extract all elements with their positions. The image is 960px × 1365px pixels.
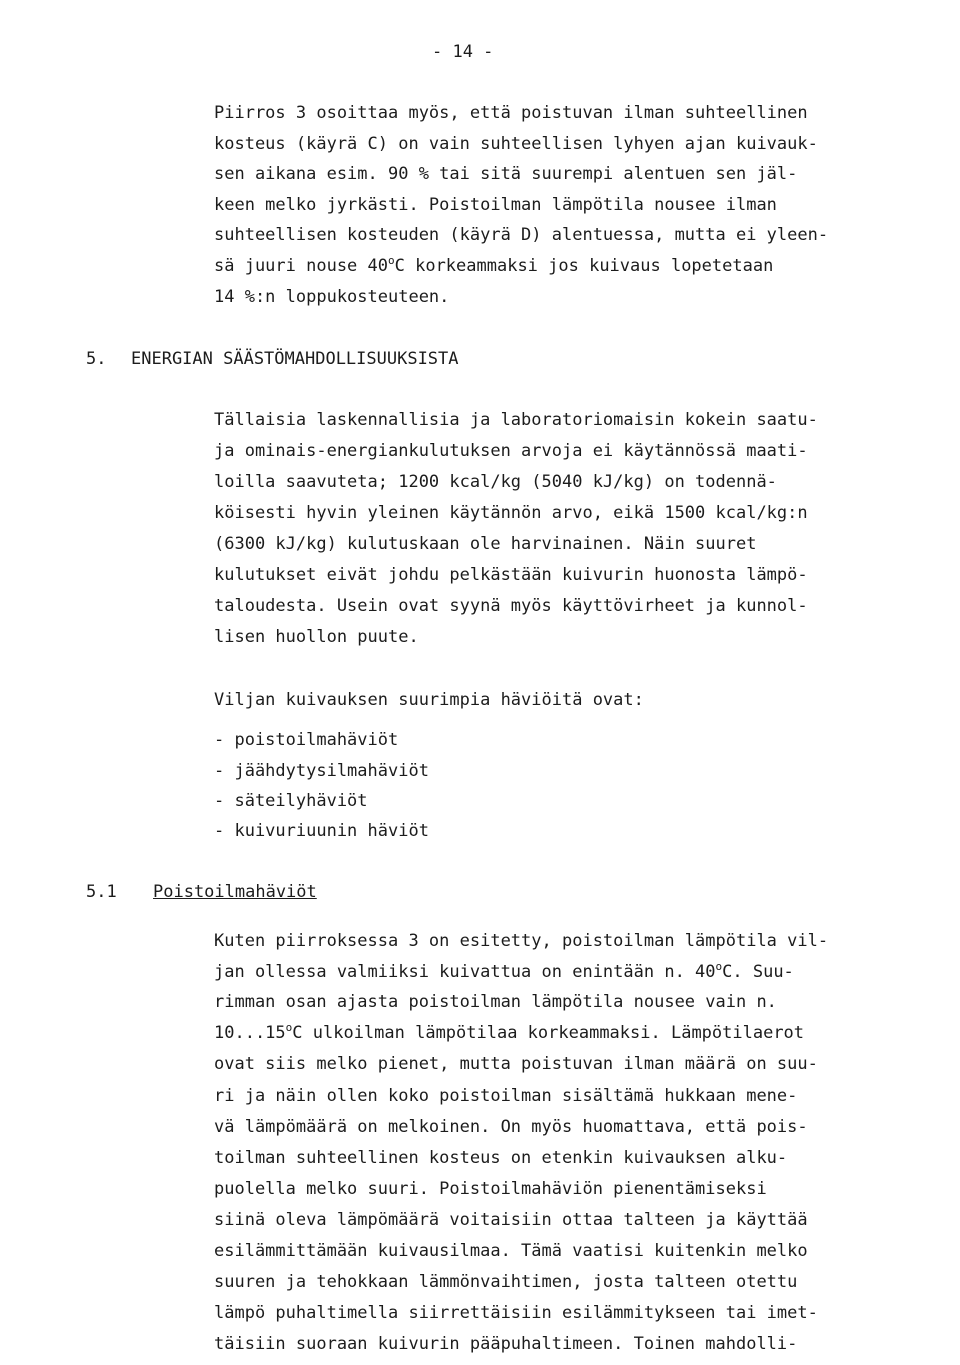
section-number: 5. [86,349,107,369]
section-heading: ENERGIAN SÄÄSTÖMAHDOLLISUUKSISTA [131,349,459,369]
text-line: suuren ja tehokkaan lämmönvaihtimen, josta talteen otettu [214,1272,798,1292]
text-line: Tällaisia laskennallisia ja laboratoriomaisin kokein saatu- [214,410,818,430]
text-line: rimman osan ajasta poistoilman lämpötila nousee vain n. [214,992,777,1012]
text-line: siinä oleva lämpömäärä voitaisiin ottaa talteen ja käyttää [214,1210,808,1230]
text-line: 10...15$^o$C ulkoilman lämpötilaa korkeammaksi. Lämpötilaerot [214,1021,805,1043]
list-item: - säteilyhäviöt [214,791,368,811]
text-line: keen melko jyrkästi. Poistoilman lämpötila nousee ilman [214,195,777,215]
list-item: - poistoilmahäviöt [214,730,399,750]
text-line: suhteellisen kosteuden (käyrä D) alentuessa, mutta ei yleen- [214,225,829,245]
list-intro: Viljan kuivauksen suurimpia häviöitä ovat: [214,690,644,710]
text-line: 14 %:n loppukosteuteen. [214,287,450,307]
text-line: esilämmittämään kuivausilmaa. Tämä vaatisi kuitenkin melko [214,1241,808,1261]
list-item: - kuivuriuunin häviöt [214,821,429,841]
text-line: loilla saavuteta; 1200 kcal/kg (5040 kJ/kg) on todennä- [214,472,777,492]
text-line: ja ominais-energiankulutuksen arvoja ei käytännössä maati- [214,441,808,461]
page-number: - 14 - [432,42,494,62]
text-line: jan ollessa valmiiksi kuivattua on enintään n. 40$^o$C. Suu- [214,960,794,982]
text-line: toilman suhteellinen kosteus on etenkin kuivauksen alku- [214,1148,788,1168]
list-item: - jäähdytysilmahäviöt [214,761,429,781]
subsection-number: 5.1 [86,882,117,902]
text-line: Kuten piirroksessa 3 on esitetty, poistoilman lämpötila vil- [214,931,829,951]
text-line: ovat siis melko pienet, mutta poistuvan ilman määrä on suu- [214,1054,818,1074]
text-line: kosteus (käyrä C) on vain suhteellisen lyhyen ajan kuivauk- [214,134,818,154]
text-line: ri ja näin ollen koko poistoilman sisältämä hukkaan mene- [214,1086,798,1106]
text-line: sen aikana esim. 90 % tai sitä suurempi alentuen sen jäl- [214,164,798,184]
text-line: Piirros 3 osoittaa myös, että poistuvan ilman suhteellinen [214,103,808,123]
text-line: vä lämpömäärä on melkoinen. On myös huomattava, että pois- [214,1117,808,1137]
text-line: taloudesta. Usein ovat syynä myös käyttövirheet ja kunnol- [214,596,808,616]
text-line: lämpö puhaltimella siirrettäisiin esilämmitykseen tai imet- [214,1303,818,1323]
text-line: lisen huollon puute. [214,627,419,647]
text-line: (6300 kJ/kg) kulutuskaan ole harvinainen. Näin suuret [214,534,757,554]
text-line: sä juuri nouse 40$^o$C korkeammaksi jos kuivaus lopetetaan [214,254,774,276]
text-line: puolella melko suuri. Poistoilmahäviön pienentämiseksi [214,1179,767,1199]
text-line: köisesti hyvin yleinen käytännön arvo, eikä 1500 kcal/kg:n [214,503,808,523]
subsection-heading: Poistoilmahäviöt [153,882,317,902]
text-line: täisiin suoraan kuivurin pääpuhaltimeen. Toinen mahdolli- [214,1334,798,1354]
text-line: kulutukset eivät johdu pelkästään kuivurin huonosta lämpö- [214,565,808,585]
